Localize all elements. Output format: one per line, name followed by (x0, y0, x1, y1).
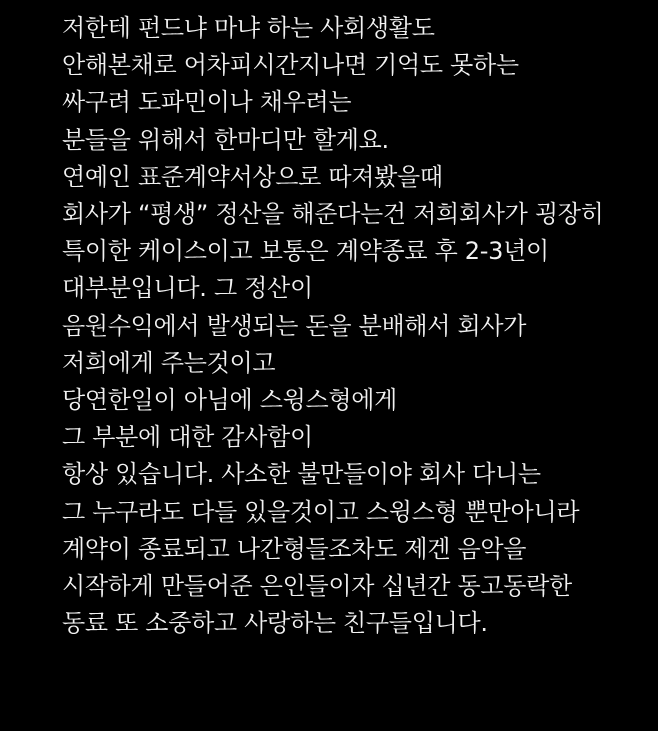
text-line: 저한테 펀드냐 마냐 하는 사회생활도 (62, 14, 435, 42)
text-line: 계약이 종료되고 나간형들조차도 제겐 음악을 (62, 534, 527, 563)
text-line: 안해본채로 어차피시간지나면 기억도 못하는 (62, 51, 519, 80)
text-line: 싸구려 도파민이나 채우려는 (62, 88, 352, 117)
post-text (62, 10, 652, 642)
text-line: 당연한일이 아님에 스윙스형에게 (62, 386, 398, 415)
text-line: 연예인 표준계약서상으로 따져봤을때 (62, 162, 443, 191)
text-line: 회사가 “평생” 정산을 해준다는건 저희회사가 굉장히 (62, 200, 604, 229)
text-line: 특이한 케이스이고 보통은 계약종료 후 2-3년이 (62, 237, 549, 266)
text-line: 저희에게 주는것이고 (62, 348, 276, 377)
text-line: 그 누구라도 다들 있을것이고 스윙스형 뿐만아니라 (62, 497, 580, 526)
text-line: 대부분입니다. 그 정산이 (62, 274, 313, 303)
text-line: 시작하게 만들어준 은인들이자 십년간 동고동락한 (62, 572, 572, 601)
text-line: 동료 또 소중하고 사랑하는 친구들입니다. (62, 609, 488, 638)
text-line: 항상 있습니다. 사소한 불만들이야 회사 다니는 (62, 460, 541, 489)
text-line: 그 부분에 대한 감사함이 (62, 423, 313, 452)
text-line: 음원수익에서 발생되는 돈을 분배해서 회사가 (62, 311, 527, 340)
text-line: 분들을 위해서 한마디만 할게요. (62, 125, 389, 154)
